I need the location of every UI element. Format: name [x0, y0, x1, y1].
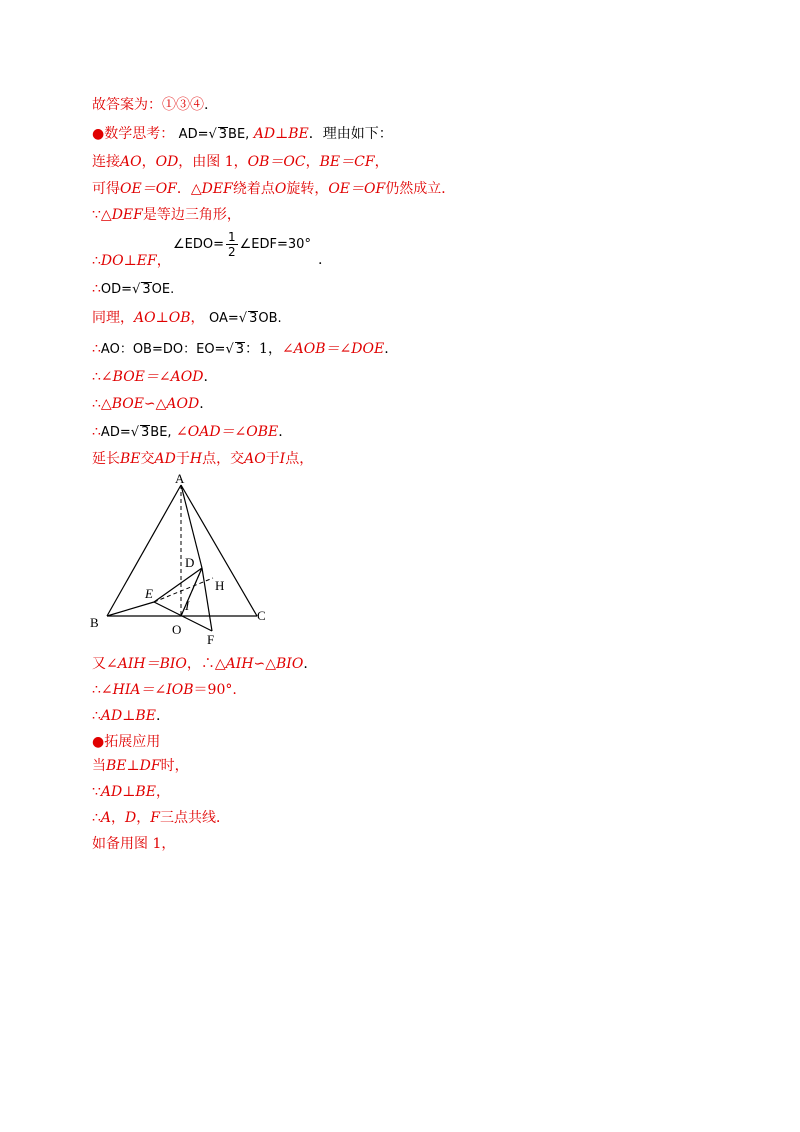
text: . [318, 252, 323, 268]
text-line-16: ∴AD⊥BE. [92, 708, 161, 724]
section-heading: 拓展应用 [104, 734, 161, 750]
label-a: A [175, 471, 185, 486]
text-line-6: ∴DO⊥EF， [92, 253, 171, 269]
bullet-icon: ● [92, 126, 105, 142]
edge-ac [181, 485, 257, 616]
text-line-12: ∴AD=√ 3BE, ∠OAD＝∠OBE. [92, 424, 283, 440]
text: AD⊥BE [253, 126, 309, 142]
text: ．理由如下： [308, 126, 393, 142]
text-line-18: 当BE⊥DF时， [92, 758, 189, 774]
text-line-14: 又∠AIH＝BIO，∴△AIH∽△BIO. [92, 656, 308, 672]
text-line-5: ∵△DEF是等边三角形， [92, 207, 241, 223]
geometry-figure [85, 470, 285, 650]
label-f: F [207, 632, 215, 647]
text-line-11: ∴△BOE∽△AOD. [92, 396, 204, 412]
formula-edo: ∠EDO= $\frac{1}{2}$ ∠EDF=30° [173, 230, 311, 259]
text-line-20: ∴A，D，F三点共线． [92, 810, 230, 826]
text-line-7: ∴OD=√ 3OE. [92, 281, 175, 297]
text-line-8: 同理，AO⊥OB， OA=√ 3OB. [92, 310, 282, 326]
text: . [204, 97, 209, 113]
formula: AD=√ 3BE, [178, 127, 250, 142]
text-line-4: 可得OE＝OF．△DEF绕着点O旋转，OE＝OF仍然成立． [92, 181, 456, 197]
text-line-2 [92, 125, 393, 144]
text-line-19: ∵AD⊥BE， [92, 784, 170, 800]
text-line-17 [92, 733, 160, 751]
text-line-15: ∴∠HIA＝∠IOB＝90°. [92, 682, 237, 698]
text-line-1 [92, 96, 208, 114]
label-h: H [215, 578, 225, 593]
edge-df [202, 568, 212, 631]
edge-ab [107, 485, 181, 616]
label-b: B [90, 615, 99, 630]
text-line-13: 延长BE交AD于H点，交AO于I点， [92, 451, 314, 467]
label-o: O [172, 622, 182, 637]
text-line-3: 连接AO，OD，由图 1，OB＝OC，BE＝CF， [92, 154, 389, 170]
label-e: E [145, 586, 153, 601]
answer: ①③④ [162, 97, 204, 113]
text-line-10: ∴∠BOE＝∠AOD. [92, 369, 208, 385]
label-i: I [185, 598, 190, 613]
section-heading: 数学思考： [104, 126, 175, 142]
text-line-21: 如备用图 1， [92, 836, 176, 852]
text-line-9: ∴AO：OB=DO：EO=√ 3：1，∠AOB＝∠DOE. [92, 341, 389, 357]
bullet-icon: ● [92, 734, 105, 750]
text: 故答案为： [92, 97, 162, 113]
label-d: D [185, 555, 195, 570]
label-c: C [257, 608, 266, 623]
